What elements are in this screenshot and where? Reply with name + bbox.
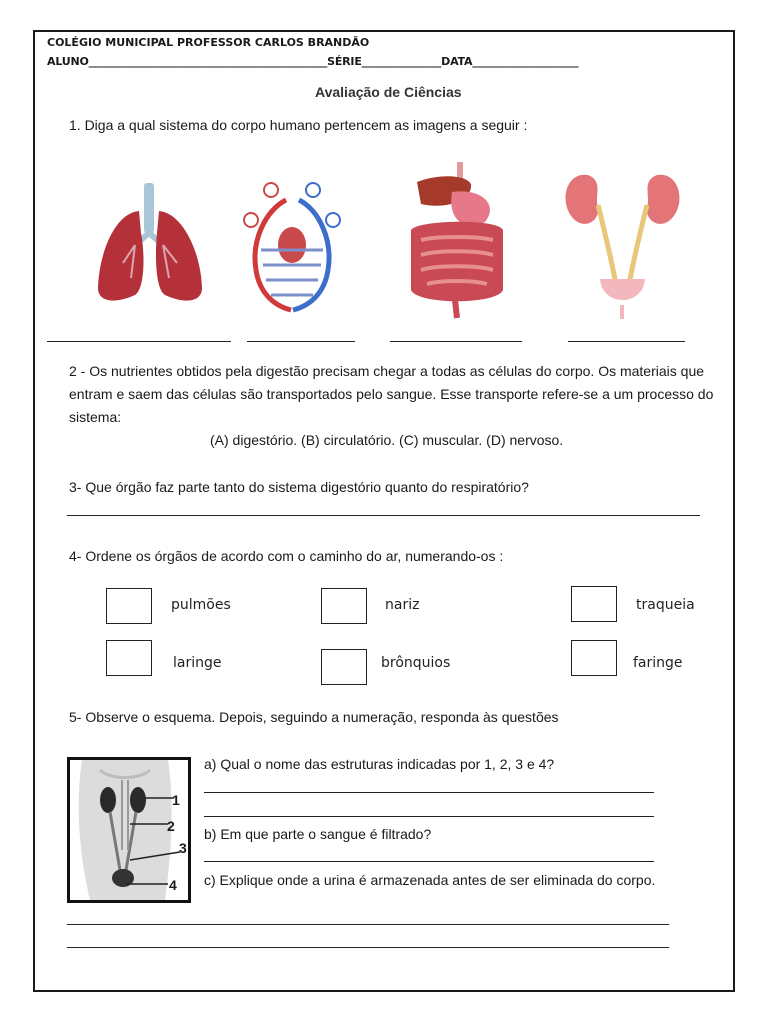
question-5: 5- Observe o esquema. Depois, seguindo a numeração, responda às questões	[69, 709, 559, 725]
question-2-line-2: entram e saem das células são transportados pelo sangue. Esse transporte refere-se a um processo do	[69, 386, 714, 402]
organ-label-nariz: nariz	[385, 597, 420, 613]
order-box-traqueia[interactable]	[571, 586, 617, 622]
question-4: 4- Ordene os órgãos de acordo com o caminho do ar, numerando-os :	[69, 548, 504, 564]
school-name: COLÉGIO MUNICIPAL PROFESSOR CARLOS BRANDÃO	[47, 36, 370, 49]
order-box-bronquios[interactable]	[321, 649, 367, 685]
scheme-number-4: 4	[169, 877, 177, 893]
urinary-scheme-figure	[67, 757, 191, 903]
student-info-line: ALUNO_____________________________________________SÉRIE_______________DATA____________________	[47, 55, 579, 68]
organ-label-traqueia: traqueia	[636, 597, 695, 613]
answer-line-q3[interactable]	[67, 515, 700, 516]
answer-line-5a-1[interactable]	[204, 792, 654, 793]
question-5a: a) Qual o nome das estruturas indicadas por 1, 2, 3 e 4?	[204, 756, 555, 772]
urinary-system-icon	[560, 167, 685, 319]
organ-label-bronquios: brônquios	[381, 655, 451, 671]
question-2-options: (A) digestório. (B) circulatório. (C) muscular. (D) nervoso.	[210, 432, 564, 448]
question-3: 3- Que órgão faz parte tanto do sistema digestório quanto do respiratório?	[69, 479, 529, 495]
scheme-number-2: 2	[167, 818, 175, 834]
answer-line-5b[interactable]	[204, 861, 654, 862]
circulatory-system-icon	[241, 180, 343, 315]
answer-line-5c-1[interactable]	[67, 924, 669, 925]
answer-line-5c-2[interactable]	[67, 947, 669, 948]
digestive-system-icon	[407, 160, 507, 320]
order-box-pulmoes[interactable]	[106, 588, 152, 624]
organ-label-laringe: laringe	[173, 655, 222, 671]
lungs-icon	[95, 183, 205, 309]
organ-label-faringe: faringe	[633, 655, 683, 671]
question-2-line-1: 2 - Os nutrientes obtidos pela digestão precisam chegar a todas as células do corpo. Os materiais que	[69, 363, 705, 379]
answer-line-2[interactable]	[247, 341, 355, 342]
answer-line-4[interactable]	[568, 341, 685, 342]
answer-line-1[interactable]	[47, 341, 231, 342]
question-1: 1. Diga a qual sistema do corpo humano pertencem as imagens a seguir :	[69, 117, 528, 133]
scheme-number-1: 1	[172, 792, 180, 808]
page-title: Avaliação de Ciências	[315, 84, 462, 100]
question-2-line-3: sistema:	[69, 409, 122, 425]
order-box-nariz[interactable]	[321, 588, 367, 624]
scheme-number-3: 3	[179, 840, 187, 856]
answer-line-3[interactable]	[390, 341, 522, 342]
question-5c: c) Explique onde a urina é armazenada antes de ser eliminada do corpo.	[204, 872, 656, 888]
answer-line-5a-2[interactable]	[204, 816, 654, 817]
organ-label-pulmoes: pulmões	[171, 597, 231, 613]
order-box-faringe[interactable]	[571, 640, 617, 676]
question-5b: b) Em que parte o sangue é filtrado?	[204, 826, 432, 842]
order-box-laringe[interactable]	[106, 640, 152, 676]
